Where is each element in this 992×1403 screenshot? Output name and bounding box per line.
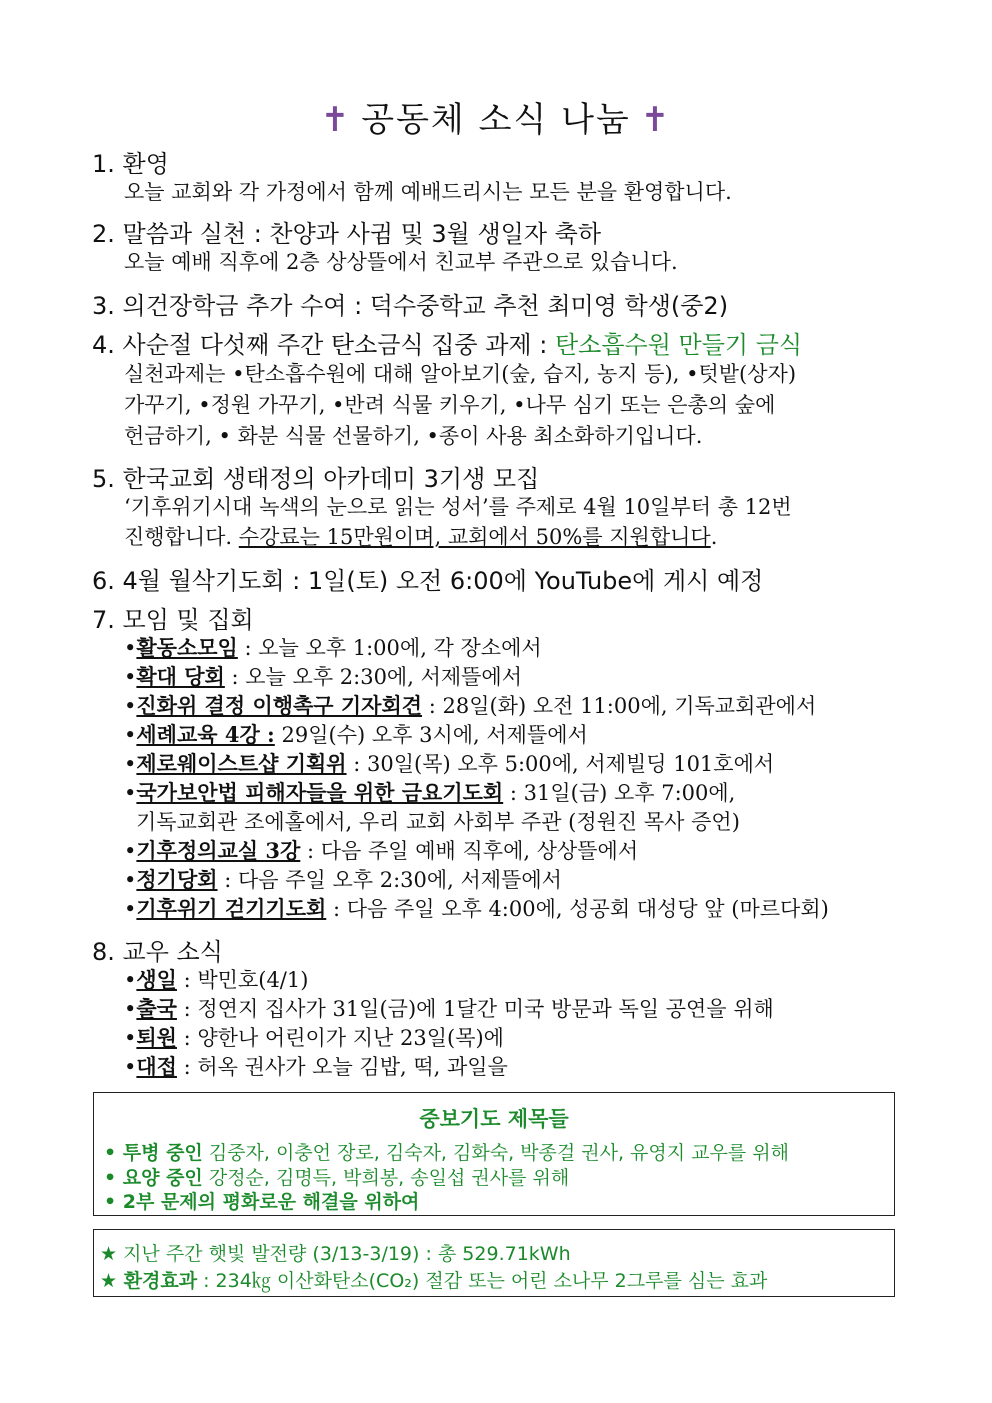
news-type: 퇴원 [136,1025,177,1050]
item-4-heading-highlight: 탄소흡수원 만들기 금식 [554,331,803,359]
news-detail: : 허옥 권사가 오늘 김밥, 떡, 과일을 [176,1055,508,1079]
event-detail: : 31일(금) 오후 7:00에, [503,781,736,805]
event-line: •진화위 결정 이행촉구 기자회견 : 28일(화) 오전 11:00에, 기독교회관에서 [124,693,817,718]
member-news-line: •퇴원 : 양한나 어린이가 지난 23일(목)에 [124,1025,504,1050]
item-5-tuition-note: 수강료는 15만원이며, 교회에서 50%를 지원합니다 [238,525,711,549]
item-6-heading: 6. 4월 월삭기도회 : 1일(토) 오전 6:00에 YouTube에 게시 예정 [92,567,764,595]
event-line: •활동소모임 : 오늘 오후 1:00에, 각 장소에서 [124,635,542,660]
event-line: •정기당회 : 다음 주일 오후 2:30에, 서제뜰에서 [124,867,562,892]
item-4-heading-prefix: 4. 사순절 다섯째 주간 탄소금식 집중 과제 : [92,331,555,359]
item-1-body: 오늘 교회와 각 가정에서 함께 예배드리시는 모든 분을 환영합니다. [124,180,732,204]
item-4-body-line: 실천과제는 •탄소흡수원에 대해 알아보기(숲, 습지, 농지 등), •텃밭(상자) [124,362,797,386]
news-type: 생일 [136,967,177,992]
event-detail: 29일(수) 오후 3시에, 서제뜰에서 [274,723,588,747]
news-detail: : 양한나 어린이가 지난 23일(목)에 [176,1026,504,1050]
prayer-line-text: 김중자, 이충언 장로, 김숙자, 김화숙, 박종걸 권사, 유영지 교우를 위해 [202,1142,789,1164]
prayer-line [104,1163,569,1190]
event-name: 국가보안법 피해자들을 위한 금요기도회 [136,780,504,805]
environment-effect-line [100,1266,767,1293]
item-5-body-suffix: . [710,525,718,549]
item-4-body-line: 헌금하기, • 화분 식물 선물하기, •종이 사용 최소화하기입니다. [124,424,703,448]
cross-icon: ✝ [320,100,352,140]
item-3-heading: 3. 의건장학금 추가 수여 : 덕수중학교 추천 최미영 학생(중2) [92,292,729,320]
member-news-line: •출국 : 정연지 집사가 31일(금)에 1달간 미국 방문과 독일 공연을 위해 [124,996,774,1021]
event-name: 정기당회 [136,867,218,892]
environment-effect-text: : 234㎏ 이산화탄소(CO₂) 절감 또는 어린 소나무 2그루를 심는 효과 [197,1270,768,1292]
page-title-text: 공동체 소식 나눔 [361,100,631,140]
event-detail: : 30일(목) 오후 5:00에, 서제빌딩 101호에서 [346,752,775,776]
page-title [0,92,992,141]
prayer-line [104,1138,789,1165]
event-name: 기후위기 걷기기도회 [136,896,327,921]
item-5-body-line [124,521,717,551]
event-name: 진화위 결정 이행촉구 기자회견 [136,693,423,718]
prayer-requests-box [93,1092,895,1216]
news-detail: : 박민호(4/1) [176,968,309,992]
event-name: 제로웨이스트샵 기획위 [136,751,347,776]
event-name: 활동소모임 [136,635,238,660]
event-name: 기후정의교실 3강 [136,838,301,863]
event-name: 확대 당회 [136,664,225,689]
prayer-box-title: 중보기도 제목들 [419,1107,569,1131]
event-detail: : 다음 주일 오후 2:30에, 서제뜰에서 [217,868,562,892]
prayer-line [104,1187,419,1214]
event-detail: : 오늘 오후 2:30에, 서제뜰에서 [224,665,523,689]
item-4-heading [92,325,802,360]
item-7-heading: 7. 모임 및 집회 [92,606,254,634]
news-detail: : 정연지 집사가 31일(금)에 1달간 미국 방문과 독일 공연을 위해 [176,997,774,1021]
item-5-body-line: ‘기후위기시대 녹색의 눈으로 읽는 성서’를 주제로 4월 10일부터 총 12번 [124,495,792,519]
item-2-heading: 2. 말씀과 실천 : 찬양과 사귐 및 3월 생일자 축하 [92,220,602,248]
event-line: •기후정의교실 3강 : 다음 주일 예배 직후에, 상상뜰에서 [124,838,639,863]
member-news-line: •대접 : 허옥 권사가 오늘 김밥, 떡, 과일을 [124,1054,508,1079]
news-type: 출국 [136,996,177,1021]
event-line: •국가보안법 피해자들을 위한 금요기도회 : 31일(금) 오후 7:00에, [124,780,736,805]
news-type: 대접 [136,1054,177,1079]
event-detail: : 다음 주일 예배 직후에, 상상뜰에서 [300,839,639,863]
item-4-body-line: 가꾸기, •정원 가꾸기, •반려 식물 키우기, •나무 심기 또는 은총의 숲에 [124,393,776,417]
environment-effect-label: ★ 환경효과 [100,1270,198,1292]
prayer-line-label: • 요양 중인 [104,1167,203,1189]
event-line: •제로웨이스트샵 기획위 : 30일(목) 오후 5:00에, 서제빌딩 101호에서 [124,751,775,776]
item-5-heading: 5. 한국교회 생태정의 아카데미 3기생 모집 [92,465,540,493]
solar-output-line: ★ 지난 주간 햇빛 발전량 (3/13-3/19) : 총 529.71kWh [100,1243,571,1265]
event-line: •기후위기 걷기기도회 : 다음 주일 오후 4:00에, 성공회 대성당 앞 (마르다회) [124,896,829,921]
solar-power-box [93,1229,895,1297]
item-2-body: 오늘 예배 직후에 2층 상상뜰에서 친교부 주관으로 있습니다. [124,250,678,274]
prayer-line-label: • 2부 문제의 평화로운 해결을 위하여 [104,1191,420,1213]
prayer-line-label: • 투병 중인 [104,1142,203,1164]
event-detail: : 28일(화) 오전 11:00에, 기독교회관에서 [422,694,817,718]
cross-icon: ✝ [640,100,672,140]
event-name: 세례교육 4강 : [136,722,275,747]
item-8-heading: 8. 교우 소식 [92,938,223,966]
event-line: •세례교육 4강 : 29일(수) 오후 3시에, 서제뜰에서 [124,722,588,747]
item-5-body-prefix: 진행합니다. [124,525,239,549]
event-detail: : 다음 주일 오후 4:00에, 성공회 대성당 앞 (마르다회) [326,897,829,921]
event-continuation: 기독교회관 조에홀에서, 우리 교회 사회부 주관 (정원진 목사 증언) [136,810,740,834]
item-1-heading: 1. 환영 [92,150,169,178]
event-detail: : 오늘 오후 1:00에, 각 장소에서 [237,636,542,660]
member-news-line: •생일 : 박민호(4/1) [124,967,309,992]
event-line: •확대 당회 : 오늘 오후 2:30에, 서제뜰에서 [124,664,523,689]
prayer-line-text: 강정순, 김명득, 박희봉, 송일섭 권사를 위해 [202,1167,570,1189]
